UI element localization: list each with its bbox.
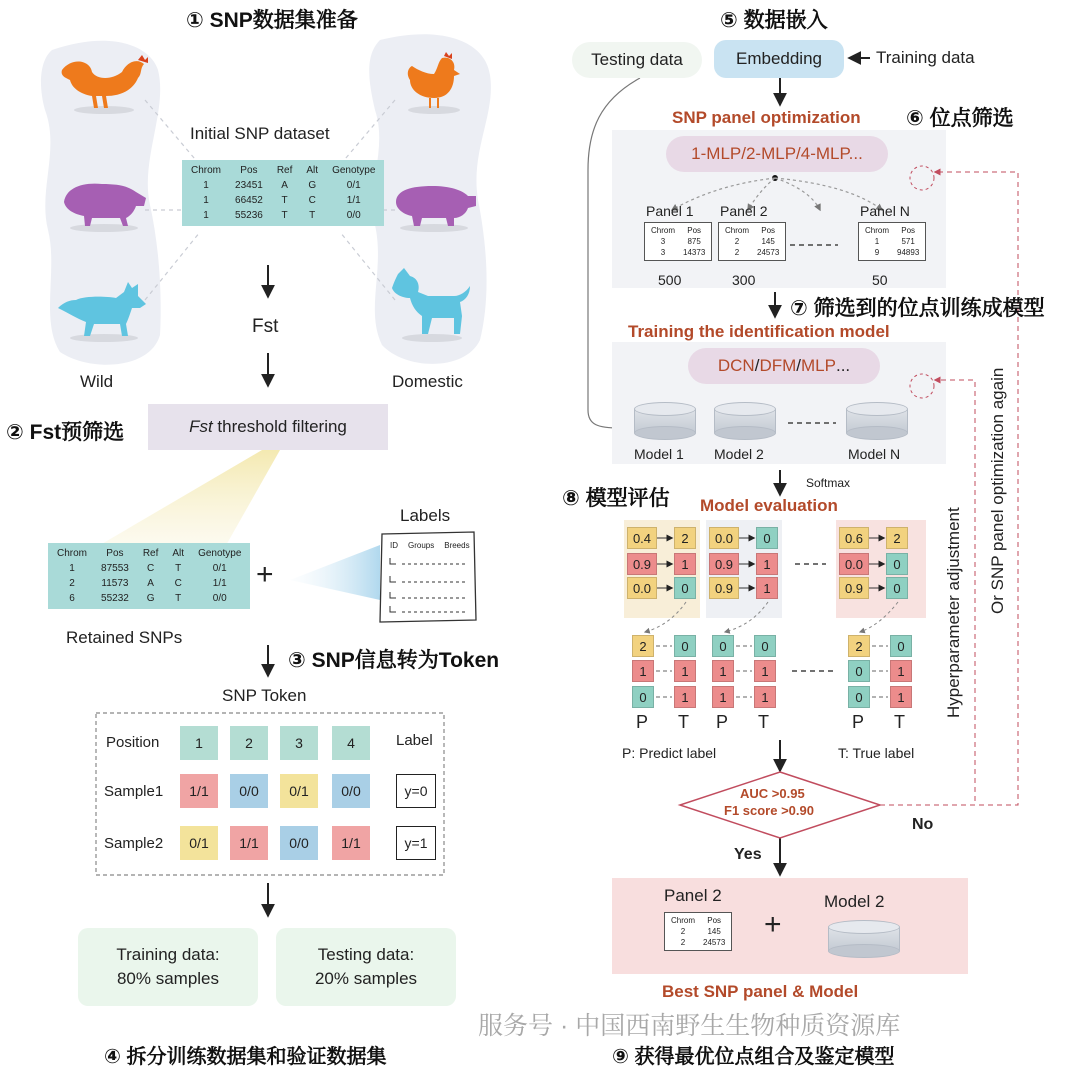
labels-col-id: ID: [390, 541, 398, 550]
eval-prob-cell: 0.0: [709, 527, 739, 549]
dog-icon: [388, 266, 472, 342]
initial-table-cell: 23451: [235, 180, 263, 191]
retained-table-cell: T: [175, 563, 182, 574]
wolf-icon: [54, 278, 150, 342]
best-title: Best SNP panel & Model: [662, 982, 859, 1001]
model-eval-title: Model evaluation: [700, 496, 838, 515]
training-model-title: Training the identification model: [628, 322, 890, 341]
panel-cell: 9: [874, 248, 880, 257]
eval-pred-cell: 0: [886, 577, 908, 599]
label-y1: y=1: [396, 826, 436, 860]
pt-true-cell: 0: [754, 635, 776, 657]
labels-columns: [390, 541, 470, 550]
retained-table-cell: 0/1: [212, 563, 227, 574]
initial-table-cell: G: [308, 180, 317, 191]
eval-pred-cell: 0: [886, 553, 908, 575]
eval-prob-cell: 0.4: [627, 527, 657, 549]
step-6-title: ⑥ 位点筛选: [906, 107, 1014, 130]
eval-prob-cell: 0.9: [839, 577, 869, 599]
pt-predict-cell: 0: [848, 686, 870, 708]
retained-snp-table: [48, 543, 250, 609]
mlp-pill: 1-MLP/2-MLP/4-MLP...: [666, 136, 888, 172]
token-sample2-cell: 1/1: [332, 826, 370, 860]
best-table-row: [667, 937, 729, 948]
pt-true-cell: 1: [674, 686, 696, 708]
token-sample1-cell: 0/0: [230, 774, 268, 808]
retained-table-cell: C: [146, 563, 155, 574]
panel-header-cell: Pos: [687, 226, 702, 235]
panel-name: Panel N: [860, 203, 910, 219]
initial-table-cell: 1: [203, 180, 209, 191]
panel-header-cell: Pos: [761, 226, 776, 235]
step-5-title: ⑤ 数据嵌入: [720, 9, 828, 32]
auc-criterion: AUC >0.95: [740, 786, 805, 801]
panel-cell: 571: [901, 237, 915, 246]
initial-snp-label: Initial SNP dataset: [190, 124, 330, 143]
testing-data-pill: Testing data: [572, 42, 702, 78]
rooster-icon: [52, 52, 152, 114]
eval-pred-cell: 1: [674, 553, 696, 575]
panel-header-row: [861, 225, 923, 236]
eval-pred-cell: 0: [674, 577, 696, 599]
panel-cell: 2: [734, 248, 740, 257]
token-sample1-cell: 0/1: [280, 774, 318, 808]
panel-cell: 3: [660, 248, 666, 257]
retained-table-cell: T: [175, 593, 182, 604]
pt-predict-cell: 0: [848, 660, 870, 682]
hyperparameter-label: Hyperparameter adjustment: [944, 507, 963, 718]
retained-table-header-cell: Alt: [172, 548, 185, 559]
best-panel-table: [664, 912, 732, 951]
initial-table-row: [184, 193, 382, 208]
initial-table-cell: 1/1: [346, 195, 361, 206]
initial-table-row: [184, 208, 382, 223]
model-2-cylinder: [714, 402, 776, 440]
retained-table-cell: G: [146, 593, 155, 604]
initial-table-cell: T: [309, 210, 316, 221]
retained-table-header-cell: Pos: [106, 548, 124, 559]
fst-filter-box: [148, 404, 388, 450]
panel-row: [861, 236, 923, 247]
retained-snps-label: Retained SNPs: [66, 628, 183, 647]
panel-cell: 24573: [757, 248, 780, 257]
panel-cell: 14373: [683, 248, 706, 257]
eval-prob-cell: 0.9: [709, 553, 739, 575]
t-letter: T: [894, 712, 905, 732]
t-letter: T: [758, 712, 769, 732]
no-label: No: [912, 816, 934, 833]
model-2-label: Model 2: [714, 446, 764, 462]
training-data-box: [78, 928, 258, 1006]
retained-table-header-cell: Ref: [142, 548, 159, 559]
panel-row: [647, 236, 709, 247]
best-plus-sign: +: [764, 908, 782, 941]
pt-true-cell: 1: [890, 686, 912, 708]
eval-pred-cell: 0: [756, 527, 778, 549]
pt-predict-cell: 1: [712, 660, 734, 682]
pt-true-cell: 1: [754, 686, 776, 708]
p-letter: P: [716, 712, 729, 732]
initial-table-header-row: [184, 163, 382, 178]
pt-predict-cell: 0: [712, 635, 734, 657]
panel-cell: 94893: [897, 248, 920, 257]
retained-table-cell: 1: [69, 563, 75, 574]
fst-label: Fst: [252, 316, 279, 337]
panel-header-cell: Pos: [901, 226, 916, 235]
label-y0: y=0: [396, 774, 436, 808]
retained-table-row: [50, 576, 248, 591]
mlp-text: MLP: [801, 356, 836, 375]
pt-true-cell: 0: [890, 635, 912, 657]
step-7-title: ⑦ 筛选到的位点训练成模型: [790, 297, 1045, 320]
model-1-cylinder: [634, 402, 696, 440]
token-sample2-cell: 0/0: [280, 826, 318, 860]
best-model-cylinder: [828, 920, 900, 958]
domestic-label: Domestic: [392, 372, 463, 391]
initial-table-cell: 66452: [235, 195, 263, 206]
retained-table-row: [50, 561, 248, 576]
panel-cell: 1: [874, 237, 880, 246]
testing-data-box: [276, 928, 456, 1006]
training-line-1: Training data:: [116, 945, 220, 964]
dcn-text: DCN: [717, 356, 755, 375]
panel-header-cell: Chrom: [725, 226, 750, 235]
softmax-label: Softmax: [806, 476, 851, 490]
predict-label-legend: P: Predict label: [622, 745, 717, 761]
step-4-title: ④ 拆分训练数据集和验证数据集: [104, 1046, 387, 1068]
token-sample2-cell: 0/1: [180, 826, 218, 860]
panel-name: Panel 1: [646, 203, 694, 219]
initial-table-cell: A: [281, 180, 288, 191]
best-table-cell: 145: [707, 927, 721, 936]
token-sample2-cell: 1/1: [230, 826, 268, 860]
fst-filter-text: threshold filtering: [212, 417, 347, 436]
token-position-cell: 2: [230, 726, 268, 760]
retained-table-cell: C: [174, 578, 182, 589]
wild-label: Wild: [80, 372, 114, 391]
eval-pred-cell: 2: [886, 527, 908, 549]
eval-pred-cell: 1: [756, 577, 778, 599]
panel-cell: 3: [660, 237, 666, 246]
initial-table-cell: 1: [203, 210, 209, 221]
p-letter: P: [852, 712, 865, 732]
testing-line-1: Testing data:: [317, 945, 415, 964]
dfm-text: DFM: [759, 356, 797, 375]
initial-table-cell: 1: [203, 195, 209, 206]
panel-table: [644, 222, 712, 261]
best-model-label: Model 2: [824, 892, 885, 911]
step-9-title: ⑨ 获得最优位点组合及鉴定模型: [612, 1046, 895, 1068]
initial-table-cell: 0/0: [346, 210, 361, 221]
panel-header-cell: Chrom: [865, 226, 890, 235]
fst-filter-italic: Fst: [189, 417, 213, 436]
sample1-label: Sample1: [104, 783, 164, 800]
retained-table-header-cell: Chrom: [57, 548, 88, 559]
eval-pred-cell: 2: [674, 527, 696, 549]
step-2-title: ② Fst预筛选: [6, 421, 125, 444]
eval-prob-cell: 0.9: [627, 553, 657, 575]
retained-table-cell: A: [147, 578, 154, 589]
initial-table-header-cell: Genotype: [332, 165, 376, 176]
best-table-header-cell: Pos: [707, 916, 722, 925]
panel-table: [858, 222, 926, 261]
p-letter: P: [636, 712, 649, 732]
panel-header-cell: Chrom: [651, 226, 676, 235]
snp-panel-opt-title: SNP panel optimization: [672, 108, 861, 127]
initial-snp-table: [182, 160, 384, 226]
pt-predict-cell: 0: [632, 686, 654, 708]
pt-true-cell: 1: [754, 660, 776, 682]
best-table-header-row: [667, 915, 729, 926]
sample2-label: Sample2: [104, 835, 164, 852]
initial-table-row: [184, 178, 382, 193]
token-position-cell: 1: [180, 726, 218, 760]
token-sample1-cell: 0/0: [332, 774, 370, 808]
best-panel-label: Panel 2: [664, 886, 722, 905]
pt-true-cell: 1: [674, 660, 696, 682]
panel-cell: 145: [761, 237, 775, 246]
best-table-cell: 2: [680, 927, 686, 936]
initial-table-cell: T: [281, 195, 288, 206]
f1-criterion: F1 score >0.90: [724, 803, 814, 818]
labels-col-groups: Groups: [408, 541, 435, 550]
step-3-title: ③ SNP信息转为Token: [288, 649, 500, 672]
model-1-label: Model 1: [634, 446, 684, 462]
embedding-pill: Embedding: [714, 40, 844, 78]
best-table-cell: 2: [680, 938, 686, 947]
step-1-title: ① SNP数据集准备: [186, 9, 358, 32]
retained-table-cell: 1/1: [212, 578, 227, 589]
initial-table-cell: T: [281, 210, 288, 221]
testing-line-2: 20% samples: [314, 969, 418, 988]
panel-count: 500: [658, 272, 682, 288]
dcn-pill: [688, 348, 880, 384]
training-data-label: Training data: [876, 48, 975, 67]
position-label: Position: [106, 734, 160, 751]
retained-table-header-row: [50, 546, 248, 561]
snp-token-title: SNP Token: [222, 686, 307, 705]
best-table-cell: 24573: [703, 938, 726, 947]
dcn-sep2: /: [796, 356, 801, 375]
model-n-label: Model N: [848, 446, 901, 462]
retained-table-cell: 11573: [101, 578, 129, 589]
panel-row: [721, 247, 783, 258]
panel-row: [647, 247, 709, 258]
chicken-icon: [398, 52, 468, 114]
best-table-row: [667, 926, 729, 937]
wild-boar-icon: [58, 176, 150, 232]
best-table-header-cell: Chrom: [671, 916, 696, 925]
pig-icon: [388, 176, 480, 232]
panel-table: [718, 222, 786, 261]
panel-name: Panel 2: [720, 203, 768, 219]
eval-prob-cell: 0.9: [709, 577, 739, 599]
pt-predict-cell: 2: [848, 635, 870, 657]
panel-row: [861, 247, 923, 258]
panel-cell: 875: [687, 237, 701, 246]
token-sample1-cell: 1/1: [180, 774, 218, 808]
eval-prob-cell: 0.0: [839, 553, 869, 575]
panel-row: [721, 236, 783, 247]
pt-predict-cell: 1: [632, 660, 654, 682]
initial-table-header-cell: Pos: [240, 165, 258, 176]
panel-count: 50: [872, 272, 888, 288]
panel-count: 300: [732, 272, 756, 288]
panel-cell: 2: [734, 237, 740, 246]
dcn-ellipsis: ...: [835, 356, 851, 375]
dcn-sep1: /: [754, 356, 760, 375]
pt-true-cell: 0: [674, 635, 696, 657]
pt-true-cell: 1: [890, 660, 912, 682]
initial-table-cell: 55236: [235, 210, 263, 221]
eval-pred-cell: 1: [756, 553, 778, 575]
eval-prob-cell: 0.6: [839, 527, 869, 549]
snp-opt-again-label: Or SNP panel optimization again: [988, 367, 1007, 614]
pt-predict-cell: 2: [632, 635, 654, 657]
t-letter: T: [678, 712, 689, 732]
token-position-cell: 4: [332, 726, 370, 760]
panel-header-row: [721, 225, 783, 236]
retained-table-row: [50, 591, 248, 606]
initial-table-header-cell: Alt: [306, 165, 319, 176]
initial-table-cell: C: [308, 195, 316, 206]
retained-table-cell: 2: [69, 578, 75, 589]
step-8-title: ⑧ 模型评估: [562, 487, 670, 510]
retained-table-cell: 87553: [101, 563, 129, 574]
initial-table-cell: 0/1: [346, 180, 361, 191]
panel-header-row: [647, 225, 709, 236]
retained-table-header-cell: Genotype: [198, 548, 242, 559]
plus-sign: +: [256, 558, 274, 591]
yes-label: Yes: [734, 846, 762, 863]
model-n-cylinder: [846, 402, 908, 440]
labels-beam: [290, 545, 380, 600]
retained-table-cell: 55232: [101, 593, 129, 604]
token-position-cell: 3: [280, 726, 318, 760]
watermark-text: 服务号 · 中国西南野生生物种质资源库: [478, 1012, 901, 1040]
label-header: Label: [396, 732, 433, 749]
initial-table-header-cell: Chrom: [191, 165, 222, 176]
retained-table-cell: 0/0: [212, 593, 227, 604]
initial-table-header-cell: Ref: [276, 165, 293, 176]
labels-title: Labels: [400, 506, 451, 525]
eval-prob-cell: 0.0: [627, 577, 657, 599]
true-label-legend: T: True label: [838, 745, 915, 761]
retained-table-cell: 6: [69, 593, 75, 604]
training-line-2: 80% samples: [116, 969, 220, 988]
labels-col-breeds: Breeds: [444, 541, 470, 550]
pt-predict-cell: 1: [712, 686, 734, 708]
